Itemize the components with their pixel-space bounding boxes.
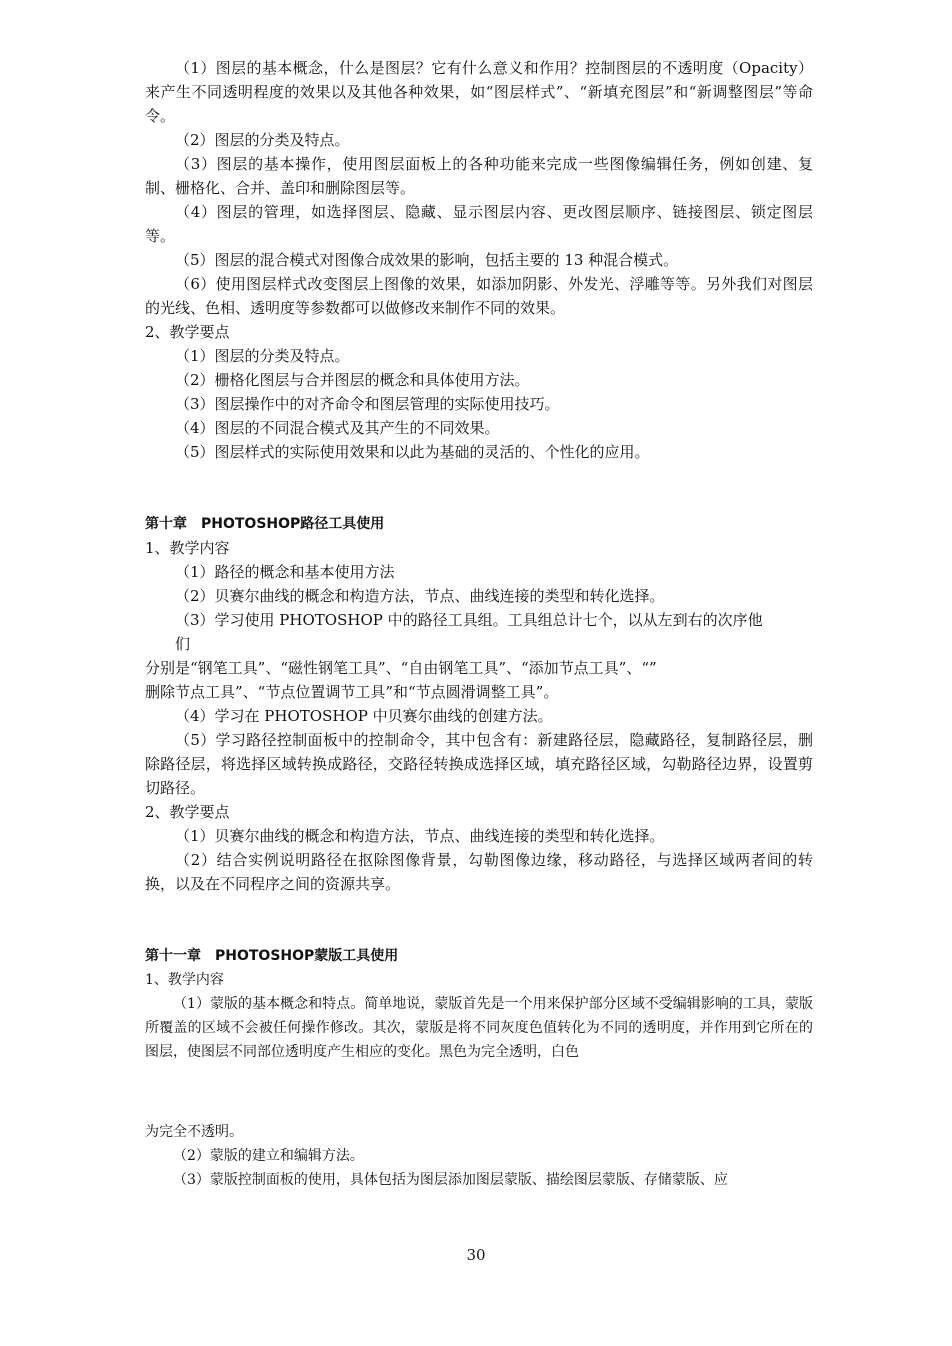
- paragraph: （1）图层的基本概念，什么是图层？它有什么意义和作用？控制图层的不透明度（Opacity）来产生不同透明程度的效果以及其他各种效果，如“图层样式”、“新填充图层”和“新调整图层”等命令。: [145, 59, 813, 125]
- spacer: [145, 1064, 813, 1120]
- list-item: （2）贝赛尔曲线的概念和构造方法，节点、曲线连接的类型和转化选择。: [175, 587, 665, 605]
- page-number: 30: [466, 1246, 486, 1264]
- list-item-continued: 们: [175, 635, 191, 653]
- page-body: [145, 56, 813, 1192]
- chapter-heading: 第十章 PHOTOSHOP路径工具使用: [145, 516, 385, 532]
- paragraph: 删除节点工具”、“节点位置调节工具”和“节点圆滑调整工具”。: [145, 683, 559, 701]
- spacer: [145, 464, 813, 512]
- section-subtitle: 2、教学要点: [145, 323, 230, 341]
- spacer: [145, 896, 813, 944]
- list-item: （1）路径的概念和基本使用方法: [175, 563, 395, 581]
- paragraph: （3）图层的基本操作，使用图层面板上的各种功能来完成一些图像编辑任务，例如创建、复制、栅格化、合并、盖印和删除图层等。: [145, 155, 813, 197]
- list-item: （1）贝赛尔曲线的概念和构造方法，节点、曲线连接的类型和转化选择。: [175, 827, 665, 845]
- list-item: （5）学习路径控制面板中的控制命令，其中包含有：新建路径层，隐藏路径，复制路径层，删除路径层，将选择区域转换成路径，交路径转换成选择区域，填充路径区域，勾勒路径边界，设置剪切路径。: [145, 731, 813, 797]
- list-item: （1）图层的分类及特点。: [175, 347, 350, 365]
- list-item: （5）图层样式的实际使用效果和以此为基础的灵活的、个性化的应用。: [175, 443, 650, 461]
- paragraph: （2）图层的分类及特点。: [175, 131, 350, 149]
- list-item: （3）图层操作中的对齐命令和图层管理的实际使用技巧。: [175, 395, 560, 413]
- list-item: （3）学习使用 PHOTOSHOP 中的路径工具组。工具组总计七个，以从左到右的次序他: [175, 611, 763, 629]
- list-item: （2）蒙版的建立和编辑方法。: [173, 1148, 364, 1164]
- list-item: （4）图层的不同混合模式及其产生的不同效果。: [175, 419, 500, 437]
- list-item: （4）学习在 PHOTOSHOP 中贝赛尔曲线的创建方法。: [175, 707, 553, 725]
- section-subtitle: 1、教学内容: [145, 972, 224, 988]
- list-item: （2）栅格化图层与合并图层的概念和具体使用方法。: [175, 371, 530, 389]
- list-item: （1）蒙版的基本概念和特点。简单地说，蒙版首先是一个用来保护部分区域不受编辑影响的工具，蒙版所覆盖的区域不会被任何操作修改。其次，蒙版是将不同灰度色值转化为不同的透明度，并作用到它所在的图层，使图层不同部位透明度产生相应的变化。黑色为完全透明，白色: [145, 996, 813, 1060]
- list-item: （2）结合实例说明路径在抠除图像背景，勾勒图像边缘，移动路径，与选择区域两者间的转换，以及在不同程序之间的资源共享。: [145, 851, 813, 893]
- paragraph: 分别是“钢笔工具”、“磁性钢笔工具”、“自由钢笔工具”、“添加节点工具”、“”: [145, 659, 657, 677]
- section-subtitle: 2、教学要点: [145, 803, 230, 821]
- section-subtitle: 1、教学内容: [145, 539, 230, 557]
- paragraph: （4）图层的管理，如选择图层、隐藏、显示图层内容、更改图层顺序、链接图层、锁定图层等。: [145, 203, 813, 245]
- paragraph: 为完全不透明。: [145, 1124, 243, 1140]
- list-item: （3）蒙版控制面板的使用，具体包括为图层添加图层蒙版、描绘图层蒙版、存储蒙版、应: [173, 1172, 728, 1188]
- paragraph: （6）使用图层样式改变图层上图像的效果，如添加阴影、外发光、浮雕等等。另外我们对图层的光线、色相、透明度等参数都可以做修改来制作不同的效果。: [145, 275, 813, 317]
- paragraph: （5）图层的混合模式对图像合成效果的影响，包括主要的 13 种混合模式。: [175, 251, 679, 269]
- chapter-heading: 第十一章 PHOTOSHOP蒙版工具使用: [145, 948, 399, 964]
